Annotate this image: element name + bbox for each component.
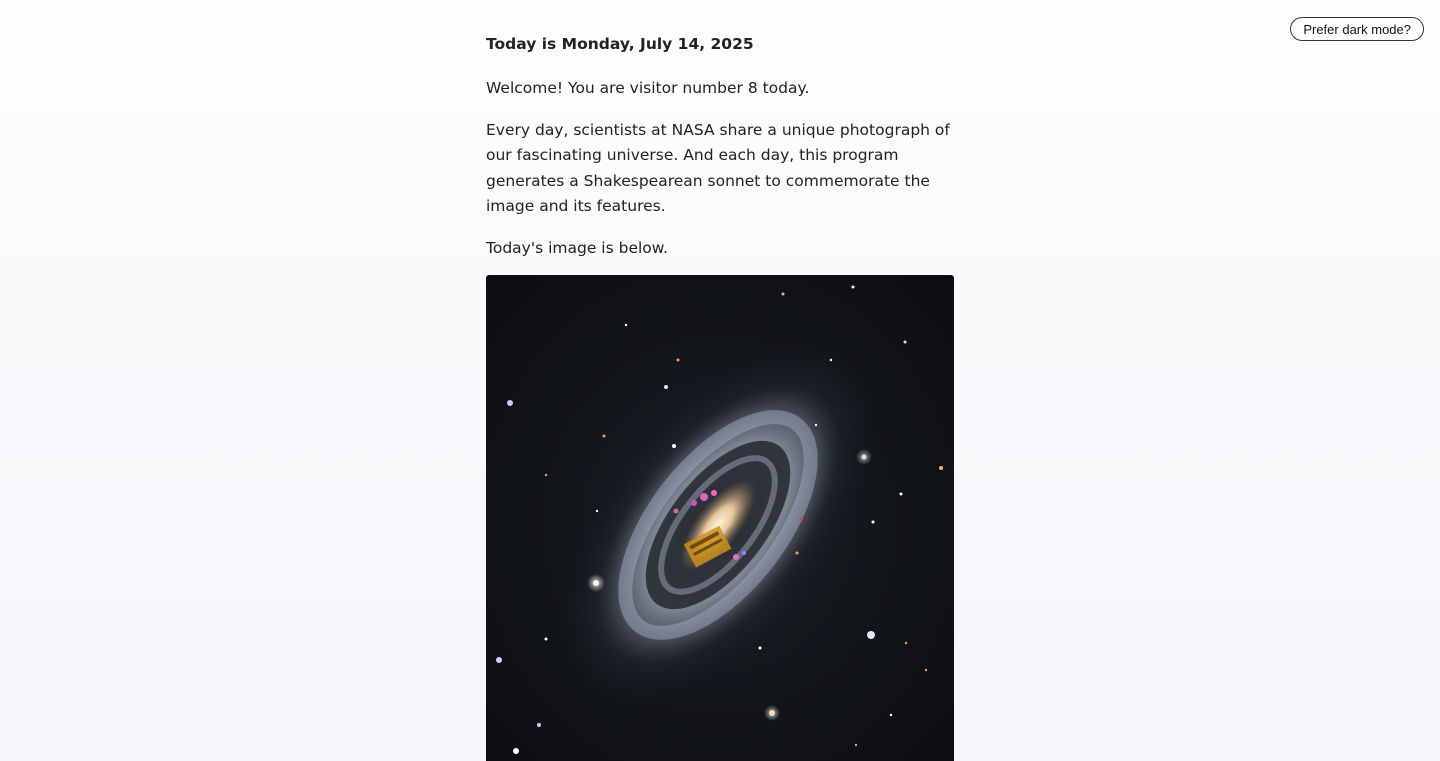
dark-mode-toggle-button[interactable]: Prefer dark mode? [1290,17,1424,41]
welcome-text: Welcome! You are visitor number 8 today. [486,79,810,97]
main-column [486,32,954,278]
image-lead-text: Today's image is below. [486,238,668,257]
intro-text: Every day, scientists at NASA share a unique photograph of our fascinating universe. And each day, this program generates a Shakespearean sonnet to commemorate the image and its features. [486,120,950,216]
galaxy-image [486,275,954,761]
date-heading: Today is Monday, July 14, 2025 [486,35,754,53]
astronomy-photo [486,275,954,761]
